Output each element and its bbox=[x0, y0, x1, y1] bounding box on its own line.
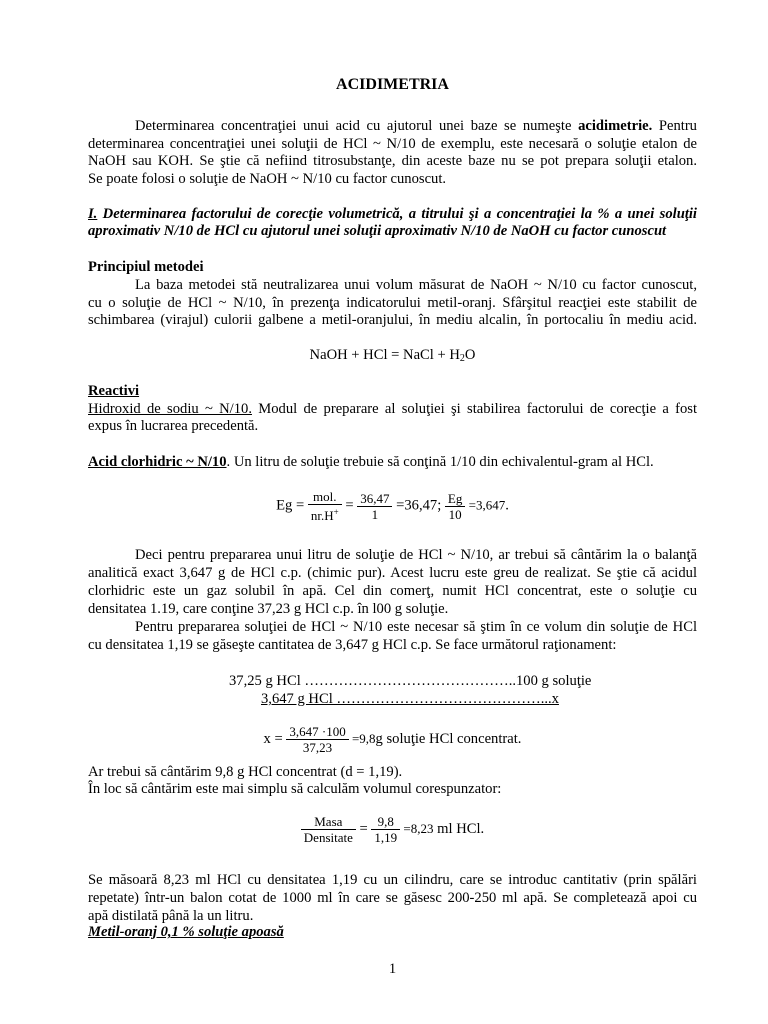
eg-formula bbox=[88, 489, 697, 523]
fraction-denominator: 1 bbox=[371, 506, 379, 522]
eg-lhs: Eg = bbox=[276, 497, 308, 514]
eg-result: =36,47; bbox=[392, 497, 445, 514]
intro-line-2: determinarea concentraţiei unei soluţii de HCl ~ N/10 de exemplu, este necesară o soluţie etalon de bbox=[88, 136, 697, 152]
section-heading-line-1 bbox=[88, 205, 697, 223]
fraction-numerator: 3,647 ·100 bbox=[286, 724, 348, 740]
para4-line-2: repetate) într-un balon cotat de 1000 ml în care se găsesc 200-250 ml apă. Se completează apoi cu bbox=[88, 890, 697, 906]
volume-tail: ml HCl. bbox=[433, 820, 485, 837]
para2-line-6: cu densitatea 1,19 se găseşte cantitatea de 3,647 g HCl c.p. Se face următorul raţionament: bbox=[88, 637, 617, 653]
section-heading-line-2: aproximativ N/10 de HCl cu ajutorul unei soluţii aproximativ N/10 de NaOH cu factor cunoscut bbox=[88, 223, 667, 239]
principle-line-1: La baza metodei stă neutralizarea unui volum măsurat de NaOH ~ N/10 cu factor cunoscut, bbox=[135, 277, 697, 293]
para3-line-2: În loc să cântărim este mai simplu să calculăm volumul corespunzator: bbox=[88, 781, 502, 797]
page-number: 1 bbox=[388, 961, 397, 977]
para4-line-1: Se măsoară 8,23 ml HCl cu densitatea 1,19 cu un cilindru, care se introduc cantitativ (prin spălări bbox=[88, 872, 697, 888]
intro-text: Determinarea concentraţiei unui acid cu ajutorul unei baze se numeşte bbox=[135, 118, 579, 134]
principle-line-3: schimbarea (virajul) culorii galbene a metil-oranjului, în mediu alcalin, în portocaliu în mediu acid. bbox=[88, 312, 697, 328]
intro-line-1 bbox=[88, 117, 697, 135]
para3-line-1: Ar trebui să cântărim 9,8 g HCl concentrat (d = 1,19). bbox=[88, 764, 403, 780]
fraction-mol bbox=[308, 489, 342, 523]
equation-text: NaOH + HCl = NaCl + H bbox=[309, 347, 460, 363]
para2-line-1: Deci pentru prepararea unui litru de soluţie de HCl ~ N/10, ar trebui să cântărim la o balanţă bbox=[135, 547, 697, 563]
fraction-numerator: Masa bbox=[301, 814, 356, 830]
naoh-line-2: expus în lucrarea precedentă. bbox=[88, 418, 259, 434]
naoh-label: Hidroxid de sodiu ~ N/10. bbox=[88, 401, 252, 417]
para2-line-3: clorhidric este un gaz solubil în apă. Cel din comerţ, numit HCl concentrat, este o soluţie cu bbox=[88, 583, 697, 599]
hcl-line bbox=[88, 453, 697, 471]
naoh-text: Modul de preparare al soluţiei şi stabilirea factorului de corecţie a fost bbox=[251, 401, 697, 417]
fraction-denominator: Densitate bbox=[303, 830, 353, 845]
x-tail: g soluţie HCl concentrat. bbox=[375, 730, 522, 747]
fraction-denominator: 37,23 bbox=[302, 740, 333, 755]
para2-line-4: densitatea 1.19, care conţine 37,23 g HCl c.p. în l00 g soluţie. bbox=[88, 601, 449, 617]
fraction-x bbox=[286, 724, 348, 755]
proportion-row-1: 37,25 g HCl ……………………………………..100 g soluţie bbox=[229, 673, 592, 689]
para2-line-2: analitică exact 3,647 g de HCl c.p. (chimic pur). Acest lucru este greu de realizat. Se ştie că acidul bbox=[88, 565, 697, 581]
para4-line-3: apă distilată până la un litru. bbox=[88, 908, 254, 924]
page-title: ACIDIMETRIA bbox=[336, 76, 449, 93]
denominator-text: nr.H bbox=[310, 508, 334, 523]
fraction-denominator: 10 bbox=[448, 506, 462, 522]
section-heading-text: Determinarea factorului de corecţie volumetrică, a titrului şi a concentraţiei la % a unei soluţii bbox=[97, 206, 697, 222]
fraction-eg bbox=[445, 491, 465, 522]
intro-text: Pentru bbox=[652, 118, 697, 134]
intro-line-3: NaOH sau KOH. Se ştie că nefiind titrosubstanţe, din aceste baze nu se pot prepara soluţii etalon. bbox=[88, 153, 697, 169]
naoh-line-1 bbox=[88, 400, 697, 418]
hcl-text: . Un litru de soluţie trebuie să conţină 1/10 din echivalentul-gram al HCl. bbox=[226, 454, 654, 470]
volume-formula bbox=[88, 814, 697, 845]
equation-text: O bbox=[464, 347, 476, 363]
proportion-row-2: 3,647 g HCl ……………………………………...x bbox=[261, 691, 559, 707]
metil-oranj-heading: Metil-oranj 0,1 % soluţie apoasă bbox=[88, 924, 284, 940]
volume-result: =8,23 bbox=[400, 820, 434, 836]
fraction-value bbox=[357, 491, 392, 522]
para2-line-5: Pentru prepararea soluţiei de HCl ~ N/10 este necesar să ştim în ce volum din soluţie de HCl bbox=[135, 619, 697, 635]
fraction-volume bbox=[371, 814, 400, 845]
section-number: I. bbox=[88, 206, 98, 222]
superscript: + bbox=[333, 507, 339, 517]
equation-subscript: 2 bbox=[459, 353, 465, 364]
period: . bbox=[505, 497, 509, 514]
fraction-masa-densitate bbox=[301, 814, 356, 845]
fraction-numerator: mol. bbox=[308, 489, 342, 505]
intro-line-4: Se poate folosi o soluţie de NaOH ~ N/10 cu factor cunoscut. bbox=[88, 171, 447, 187]
term-acidimetrie: acidimetrie. bbox=[578, 118, 653, 134]
x-lhs: x = bbox=[263, 730, 287, 747]
reagents-heading: Reactivi bbox=[88, 383, 140, 399]
hcl-label: Acid clorhidric ~ N/10 bbox=[88, 454, 227, 470]
fraction-numerator: Eg bbox=[445, 491, 465, 507]
equals: = bbox=[341, 497, 358, 514]
fraction-numerator: 9,8 bbox=[371, 814, 400, 830]
fraction-numerator: 36,47 bbox=[357, 491, 392, 507]
eg-final: =3,647 bbox=[465, 497, 506, 513]
x-formula bbox=[88, 724, 697, 755]
fraction-denominator: 1,19 bbox=[374, 830, 398, 845]
equals: = bbox=[355, 820, 372, 837]
x-result: =9,8 bbox=[348, 730, 376, 746]
fraction-denominator bbox=[308, 505, 342, 523]
principle-line-2: cu o soluţie de HCl ~ N/10, în prezenţa indicatorului metil-oranj. Sfârşitul reacţiei este stabilit de bbox=[88, 295, 697, 311]
principle-heading: Principiul metodei bbox=[88, 259, 204, 275]
reaction-equation bbox=[88, 346, 697, 368]
